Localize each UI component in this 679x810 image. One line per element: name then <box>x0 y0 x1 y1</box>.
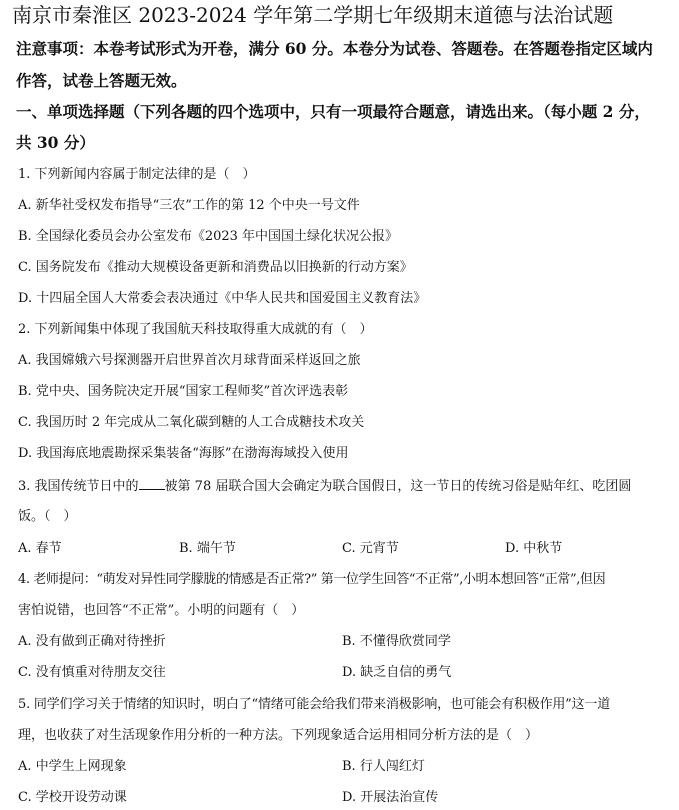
question-4-stem-line-1: 4. 老师提问：“萌发对异性同学朦胧的情感是否正常?” 第一位学生回答“不正常”,小明本想回答“正常”,但因 <box>18 572 606 587</box>
question-3-stem-after: 被第 78 届联合国大会确定为联合国假日，这一节日的传统习俗是贴年红、吃团圆 <box>164 479 632 494</box>
question-3-stem-before: 3. 我国传统节日中的 <box>18 479 139 494</box>
question-1-option-a: A. 新华社受权发布指导“三农”工作的第 12 个中央一号文件 <box>18 198 360 213</box>
question-5-option-a: A. 中学生上网现象 <box>18 759 127 774</box>
notice-line-1: 注意事项：本卷考试形式为开卷，满分 60 分。本卷分为试卷、答题卷。在答题卷指定区域内 <box>16 39 653 58</box>
section-heading-line-2: 共 30 分） <box>16 133 95 152</box>
question-2-option-a: A. 我国嫦娥六号探测器开启世界首次月球背面采样返回之旅 <box>18 353 361 368</box>
question-3-options <box>18 539 668 559</box>
notice-line-2: 作答，试卷上答题无效。 <box>16 71 187 90</box>
question-1-option-b: B. 全国绿化委员会办公室发布《2023 年中国国土绿化状况公报》 <box>18 229 399 244</box>
question-1-stem: 1. 下列新闻内容属于制定法律的是（ ） <box>18 167 256 182</box>
question-3-option-a: A. 春节 <box>18 541 62 556</box>
question-3-option-b: B. 端午节 <box>179 541 236 556</box>
question-3-blank <box>139 476 165 490</box>
question-2-option-b: B. 党中央、国务院决定开展“国家工程师奖”首次评选表彰 <box>18 384 349 399</box>
page-title: 南京市秦淮区 2023-2024 学年第二学期七年级期末道德与法治试题 <box>12 3 614 27</box>
question-2-stem: 2. 下列新闻集中体现了我国航天科技取得重大成就的有（ ） <box>18 322 373 337</box>
question-4-options-row-1 <box>18 632 668 652</box>
question-5-options-row-2 <box>18 788 668 808</box>
section-heading-line-1: 一、单项选择题（下列各题的四个选项中，只有一项最符合题意，请选出来。（每小题 2 分， <box>16 102 650 121</box>
question-3-option-c: C. 元宵节 <box>342 541 399 556</box>
question-4-options-row-2 <box>18 663 668 683</box>
question-5-stem-line-2: 理，也收获了对生活现象作用分析的一种方法。下列现象适合运用相同分析方法的是（ ） <box>18 728 539 743</box>
question-5-options-row-1 <box>18 757 668 777</box>
question-4-option-c: C. 没有慎重对待朋友交往 <box>18 665 166 680</box>
question-5-option-b: B. 行人闯红灯 <box>342 759 425 774</box>
question-4-option-b: B. 不懂得欣赏同学 <box>342 634 451 649</box>
question-1-option-c: C. 国务院发布《推动大规模设备更新和消费品以旧换新的行动方案》 <box>18 260 413 275</box>
question-3-stem-line-1 <box>18 476 631 497</box>
question-4-option-d: D. 缺乏自信的勇气 <box>342 665 452 680</box>
question-2-option-c: C. 我国历时 2 年完成从二氧化碳到糖的人工合成糖技术攻关 <box>18 415 365 430</box>
question-5-stem-line-1: 5. 同学们学习关于情绪的知识时，明白了“情绪可能会给我们带来消极影响，也可能会有积极作用”这一道 <box>18 697 611 712</box>
question-4-stem-line-2: 害怕说错，也回答“不正常”。小明的问题有（ ） <box>18 603 305 618</box>
question-4-option-a: A. 没有做到正确对待挫折 <box>18 634 166 649</box>
question-5-option-c: C. 学校开设劳动课 <box>18 790 127 805</box>
question-3-option-d: D. 中秋节 <box>505 541 563 556</box>
question-3-stem-line-2: 饭。（ ） <box>18 509 77 524</box>
question-5-option-d: D. 开展法治宣传 <box>342 790 439 805</box>
question-2-option-d: D. 我国海底地震勘探采集装备“海豚”在渤海海域投入使用 <box>18 446 349 461</box>
question-1-option-d: D. 十四届全国人大常委会表决通过《中华人民共和国爱国主义教育法》 <box>18 291 427 306</box>
